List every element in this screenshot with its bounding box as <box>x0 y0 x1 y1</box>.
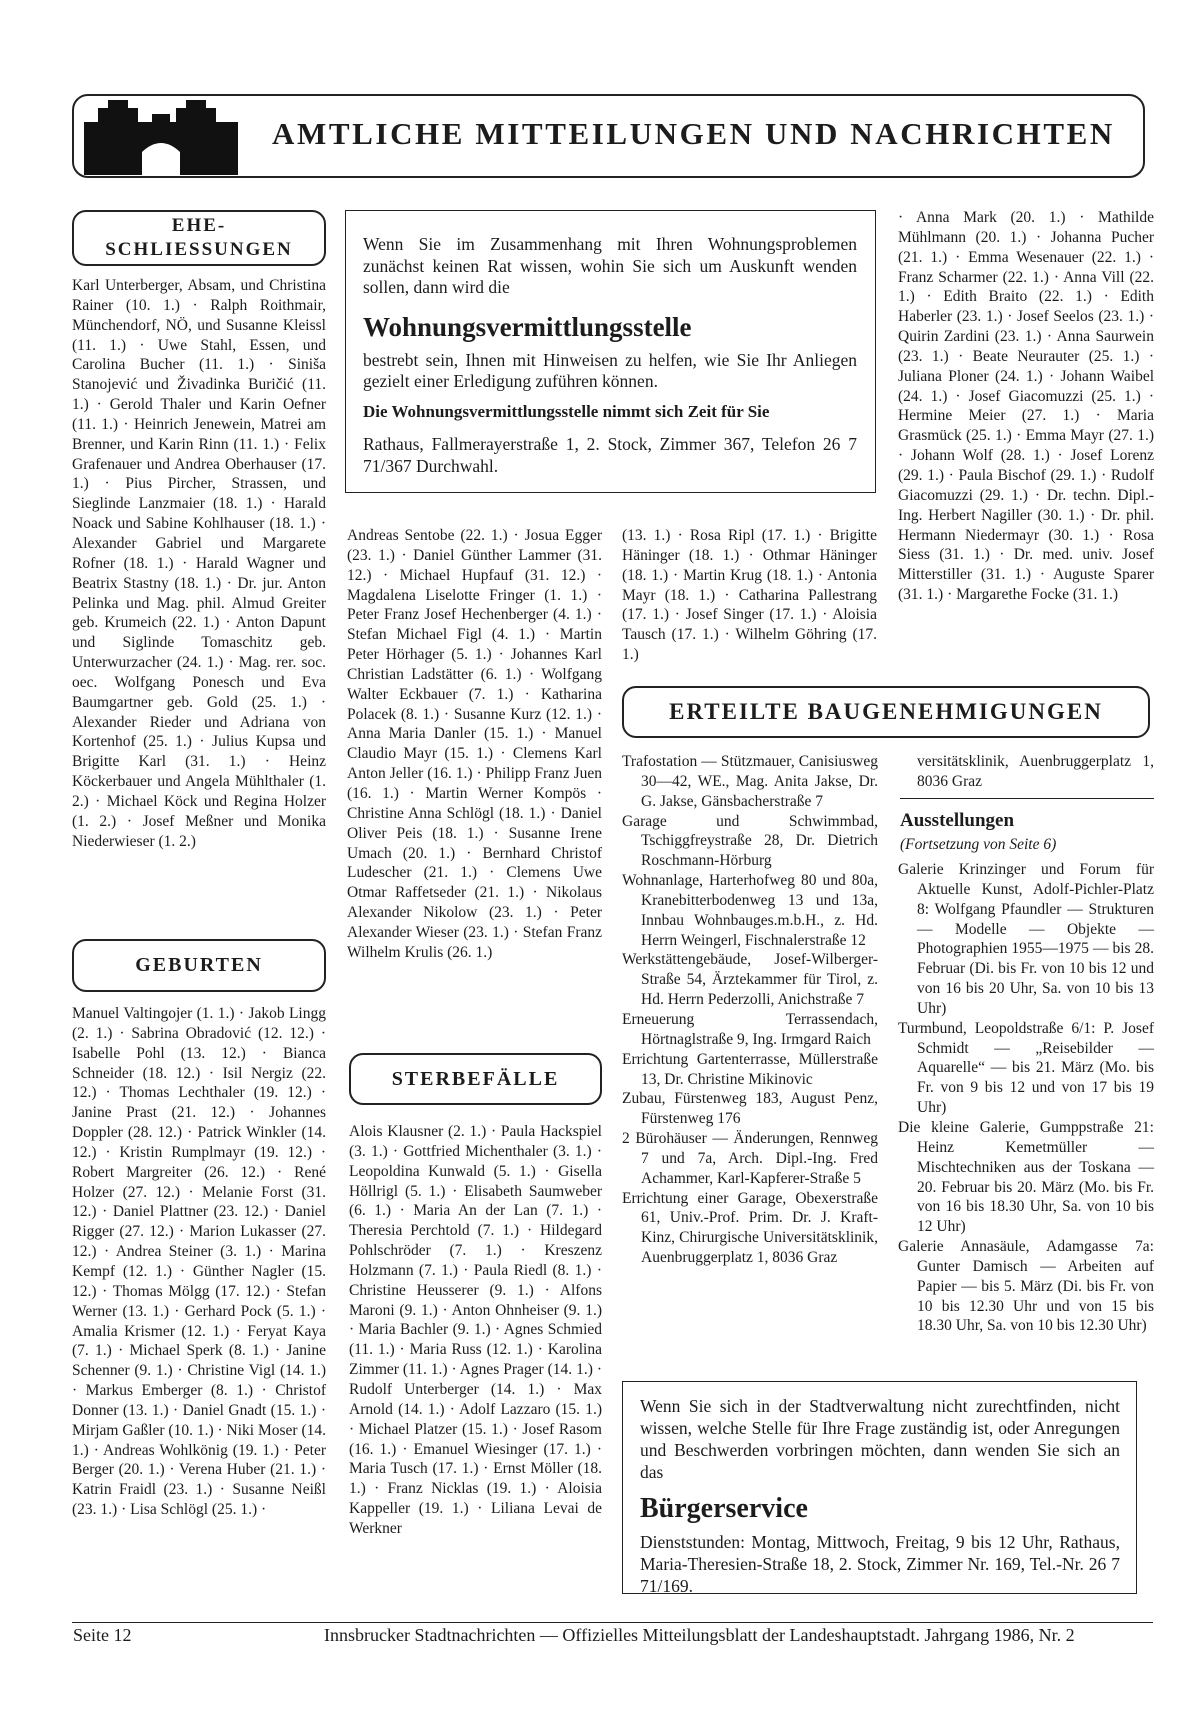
city-arch-logo <box>84 100 238 175</box>
citizen-service-intro: Wenn Sie sich in der Stadtverwaltung nicht zurechtfinden, nicht wissen, welche Stelle für Ihre Frage zuständig ist, oder Anregungen und Beschwerden vorbringen möchten, dann wenden Sie sich an das <box>640 1396 1120 1482</box>
heading-line: EHE- <box>171 215 227 236</box>
list-item: Erneuerung Terrassendach, Hörtnaglstraße 9, Ing. Irmgard Raich <box>622 1010 878 1048</box>
housing-body: bestrebt sein, Ihnen mit Hinweisen zu helfen, wie Sie Ihr Anliegen gezielt einer Erledigung zuführen können. <box>363 349 857 391</box>
list-item: Galerie Annasäule, Adamgasse 7a: Gunter Damisch — Arbeiten auf Papier — bis 5. März (Di. bis Fr. von 10 bis 12.30 Uhr und von 15 bis 18.30 Uhr, Sa. von 10 bis 12.30 Uhr) <box>898 1238 1154 1335</box>
exhibitions-list <box>898 860 1154 1336</box>
permit-item-continued: versitätsklinik, Auenbruggerplatz 1, 8036 Graz <box>917 753 1154 790</box>
marriages-text: Karl Unterberger, Absam, und Christina Rainer (10. 1.) · Ralph Roithmair, Münchendorf, NÖ, und Susanne Kleissl (11. 1.) · Uwe Stahl, Essen, und Carolina Bucher (11. 1.) · Siniša Stanojević und Živadinka Buričić (11. 1.) · Gerold Thaler und Karin Oefner (11. 1.) · Heinrich Jenewein, Matrei am Brenner, und Karin Rinn (11. 1.) · Felix Grafenauer und Andrea Oberhauser (17. 1.) · Pius Pircher, Strassen, und Sieglinde Lanzmaier (18. 1.) · Harald Noack und Sabine Kohlhauser (18. 1.) · Alexander Gabriel und Margarete Rofner (18. 1.) · Harald Wagner und Beatrix Stastny (18. 1.) · Dr. jur. Anton Pelinka und Mag. phil. Almud Greiter geb. Krumeich (22. 1.) · Anton Dapunt und Siglinde Tomaschitz geb. Unterwurzacher (24. 1.) · Mag. rer. soc. oec. Wolfgang Ponesch und Eva Baumgartner geb. Gold (25. 1.) · Alexander Rieder und Adriana von Kortenhof (25. 1.) · Julius Kupsa und Brigitte Karl (31. 1.) · Heinz Köckerbauer und Angela Mühlthaler (1. 2.) · Michael Köck und Regina Holzer (1. 2.) · Josef Meßner und Monika Niederwieser (1. 2.) <box>72 277 326 850</box>
list-item: Werkstättengebäude, Josef-Wilberger-Straße 54, Ärztekammer für Tirol, z. Hd. Herrn Pederzolli, Anichstraße 7 <box>622 951 878 1009</box>
housing-office-name: Wohnungsvermittlungsstelle <box>363 311 692 342</box>
housing-notice-box <box>345 210 876 493</box>
list-item: Garage und Schwimmbad, Tschiggfreystraße 28, Dr. Dietrich Roschmann-Hörburg <box>622 812 878 870</box>
exhibitions-heading: Ausstellungen <box>900 810 1015 831</box>
heading-text: GEBURTEN <box>135 954 263 976</box>
footer-divider <box>72 1622 1153 1623</box>
list-item: Errichtung einer Garage, Obexerstraße 61, Univ.-Prof. Prim. Dr. J. Kraft-Kinz, Chirurgische Universitätsklinik, Auenbruggerplatz 1, 8036 Graz <box>622 1189 878 1267</box>
list-item: Turmbund, Leopoldstraße 6/1: P. Josef Schmidt — „Reisebilder — Aquarelle“ — bis 21. März (Mo. bis Fr. von 9 bis 12 und von 17 bis 19 Uhr) <box>898 1019 1154 1117</box>
list-item: Die kleine Galerie, Gumppstraße 21: Heinz Kemetmüller — Mischtechniken aus der Toskana — 20. Februar bis 20. März (Mo. bis Fr. von 16 bis 18.30 Uhr, Sa. von 10 bis 12 Uhr) <box>898 1118 1154 1236</box>
citizen-service-box <box>622 1381 1137 1594</box>
section-heading-permits <box>622 686 1150 738</box>
exhibitions-subtitle: (Fortsetzung von Seite 6) <box>900 836 1057 853</box>
births-text-continued: Andreas Sentobe (22. 1.) · Josua Egger (23. 1.) · Daniel Günther Lammer (31. 12.) · Michael Hupfauf (31. 12.) · Magdalena Liselotte Fringer (1. 1.) · Peter Franz Josef Hechenberger (4. 1.) · Stefan Michael Figl (4. 1.) · Martin Peter Hörhager (5. 1.) · Johannes Karl Christian Ladstätter (6. 1.) · Wolfgang Walter Eckbauer (7. 1.) · Katharina Polacek (8. 1.) · Susanne Kurz (12. 1.) · Anna Maria Danler (15. 1.) · Manuel Claudio Mayr (15. 1.) · Clemens Karl Anton Jeller (16. 1.) · Philipp Franz Juen (16. 1.) · Martin Werner Kompös · Christine Anna Schlögl (18. 1.) · Daniel Oliver Peis (18. 1.) · Susanne Irene Umach (20. 1.) · Bernhard Christof Ludescher (21. 1.) · Clemens Uwe Otmar Raffetseder (21. 1.) · Nikolaus Alexander Nikolow (23. 1.) · Peter Alexander Wieser (23. 1.) · Stefan Franz Wilhelm Krulis (26. 1.) <box>347 527 602 961</box>
list-item: Errichtung Gartenterrasse, Müllerstraße 13, Dr. Christine Mikinovic <box>622 1050 878 1088</box>
housing-intro: Wenn Sie im Zusammenhang mit Ihren Wohnungsproblemen zunächst keinen Rat wissen, wohin Sie sich um Auskunft wenden sollen, dann wird die <box>363 234 857 297</box>
deaths-text: Alois Klausner (2. 1.) · Paula Hackspiel (3. 1.) · Gottfried Michenthaler (3. 1.) · Leopoldina Kunwald (5. 1.) · Gisella Höllrigl (5. 1.) · Elisabeth Saumweber (6. 1.) · Maria An der Lan (7. 1.) · Theresia Perchtold (7. 1.) · Hildegard Pohlschröder (7. 1.) · Kreszenz Holzmann (7. 1.) · Paula Riedl (8. 1.) · Christine Heusserer (9. 1.) · Alfons Maroni (9. 1.) · Anton Ohnheiser (9. 1.) · Maria Bachler (9. 1.) · Agnes Schmied (11. 1.) · Maria Russ (12. 1.) · Karolina Zimmer (11. 1.) · Agnes Prager (14. 1.) · Rudolf Unterberger (14. 1.) · Max Arnold (14. 1.) · Adolf Lazzaro (15. 1.) · Michael Platzer (15. 1.) · Josef Rasom (16. 1.) · Emanuel Wiesinger (17. 1.) · Maria Tusch (17. 1.) · Ernst Möller (18. 1.) · Franz Nicklas (19. 1.) · Aloisia Kappeller (19. 1.) · Liliana Levai de Werkner <box>349 1123 602 1537</box>
heading-text: STERBEFÄLLE <box>391 1068 560 1090</box>
divider <box>900 798 1154 799</box>
heading-line: SCHLIESSUNGEN <box>105 239 293 260</box>
publication-title: Innsbrucker Stadtnachrichten — Offizielles Mitteilungsblatt der Landeshauptstadt. Jahrgang 1986, Nr. 2 <box>324 1625 1075 1645</box>
citizen-service-hours: Dienststunden: Montag, Mittwoch, Freitag, 9 bis 12 Uhr, Rathaus, Maria-Theresien-Straße 18, 2. Stock, Zimmer Nr. 169, Tel.-Nr. 26 7 71/169. <box>640 1532 1120 1596</box>
list-item: Wohnanlage, Harterhofweg 80 und 80a, Kranebitterbodenweg 13 und 13a, Innbau Wohnbauges.m.b.H., z. Hd. Herrn Weingerl, Fischnalerstraße 12 <box>622 872 878 949</box>
list-item: Zubau, Fürstenweg 183, August Penz, Fürstenweg 176 <box>622 1090 878 1128</box>
page-number: Seite 12 <box>73 1625 132 1645</box>
list-item: Galerie Krinzinger und Forum für Aktuelle Kunst, Adolf-Pichler-Platz 8: Wolfgang Pfaundler — Strukturen — Modelle — Objekte — Photographien 1955—1975 — bis 28. Februar (Di. bis Fr. von 10 bis 12 und von 16 bis 20 Uhr, Sa. von 10 bis 13 Uhr) <box>898 861 1154 1017</box>
section-heading-births <box>72 939 326 992</box>
citizen-service-name: Bürgerservice <box>640 1493 808 1524</box>
list-item: Trafostation — Stützmauer, Canisiusweg 30—42, WE., Mag. Anita Jakse, Dr. G. Jakse, Gänsbacherstraße 7 <box>622 753 878 810</box>
births-text-continued-2: (13. 1.) · Rosa Ripl (17. 1.) · Brigitte Häninger (18. 1.) · Othmar Häninger (18. 1.) · Martin Krug (18. 1.) · Antonia Mayr (18. 1.) · Catharina Pallestrang (17. 1.) · Josef Singer (17. 1.) · Aloisia Tausch (17. 1.) · Wilhelm Göhring (17. 1.) <box>622 527 877 664</box>
housing-address: Rathaus, Fallmerayerstraße 1, 2. Stock, Zimmer 367, Telefon 26 7 71/367 Durchwahl. <box>363 434 857 476</box>
page-title: AMTLICHE MITTEILUNGEN UND NACHRICHTEN <box>272 116 1115 151</box>
permits-list <box>622 752 878 1267</box>
deaths-text-continued: · Anna Mark (20. 1.) · Mathilde Mühlmann (20. 1.) · Johanna Pucher (21. 1.) · Emma Wesenauer (22. 1.) · Franz Scharmer (22. 1.) · Anna Vill (22. 1.) · Edith Braito (22. 1.) · Edith Haberler (23. 1.) · Josef Seelos (23. 1.) · Quirin Zardini (23. 1.) · Anna Saurwein (23. 1.) · Beate Neurauter (25. 1.) · Juliana Ploner (24. 1.) · Johann Waibel (24. 1.) · Josef Giacomuzzi (25. 1.) · Hermine Meier (27. 1.) · Maria Grasmück (25. 1.) · Emma Mayr (27. 1.) · Johann Wolf (28. 1.) · Josef Lorenz (29. 1.) · Paula Bischof (29. 1.) · Rudolf Giacomuzzi (29. 1.) · Dr. techn. Dipl.-Ing. Herbert Nagiller (30. 1.) · Dr. phil. Hermann Niedermayr (30. 1.) · Rosa Siess (31. 1.) · Dr. med. univ. Josef Mitterstiller (31. 1.) · Auguste Sparer (31. 1.) · Margarethe Focke (31. 1.) <box>898 209 1154 604</box>
section-heading-marriages <box>72 210 326 266</box>
heading-text: ERTEILTE BAUGENEHMIGUNGEN <box>669 699 1103 724</box>
list-item: 2 Bürohäuser — Änderungen, Rennweg 7 und 7a, Arch. Dipl.-Ing. Fred Achammer, Karl-Kapferer-Straße 5 <box>622 1130 878 1187</box>
section-heading-deaths <box>349 1053 602 1105</box>
housing-hint: Die Wohnungsvermittlungsstelle nimmt sich Zeit für Sie <box>363 401 770 421</box>
births-text: Manuel Valtingojer (1. 1.) · Jakob Lingg (2. 1.) · Sabrina Obradović (12. 12.) · Isabelle Pohl (13. 12.) · Bianca Schneider (18. 12.) · Isil Nergiz (22. 12.) · Thomas Lechthaler (19. 12.) · Janine Prast (21. 12.) · Johannes Doppler (28. 12.) · Patrick Winkler (14. 12.) · Kristin Rumplmayr (19. 12.) · Robert Margreiter (26. 12.) · René Holzer (27. 12.) · Melanie Forst (31. 12.) · Daniel Plattner (23. 12.) · Daniel Rigger (27. 12.) · Marion Lukasser (27. 12.) · Andrea Steiner (3. 1.) · Marina Kempf (12. 1.) · Günther Nagler (15. 12.) · Thomas Mölgg (17. 12.) · Stefan Werner (13. 1.) · Gerhard Pock (5. 1.) · Amalia Krismer (12. 1.) · Feryat Kaya (7. 1.) · Michael Sperk (8. 1.) · Janine Schenner (9. 1.) · Christine Vigl (14. 1.) · Markus Emberger (8. 1.) · Christof Donner (13. 1.) · Daniel Gnadt (15. 1.) · Mirjam Gaßler (10. 1.) · Niki Moser (14. 1.) · Andreas Wohlkönig (19. 1.) · Peter Berger (20. 1.) · Verena Huber (21. 1.) · Katrin Fraidl (23. 1.) · Susanne Neißl (23. 1.) · Lisa Schlögl (25. 1.) · <box>72 1005 326 1519</box>
